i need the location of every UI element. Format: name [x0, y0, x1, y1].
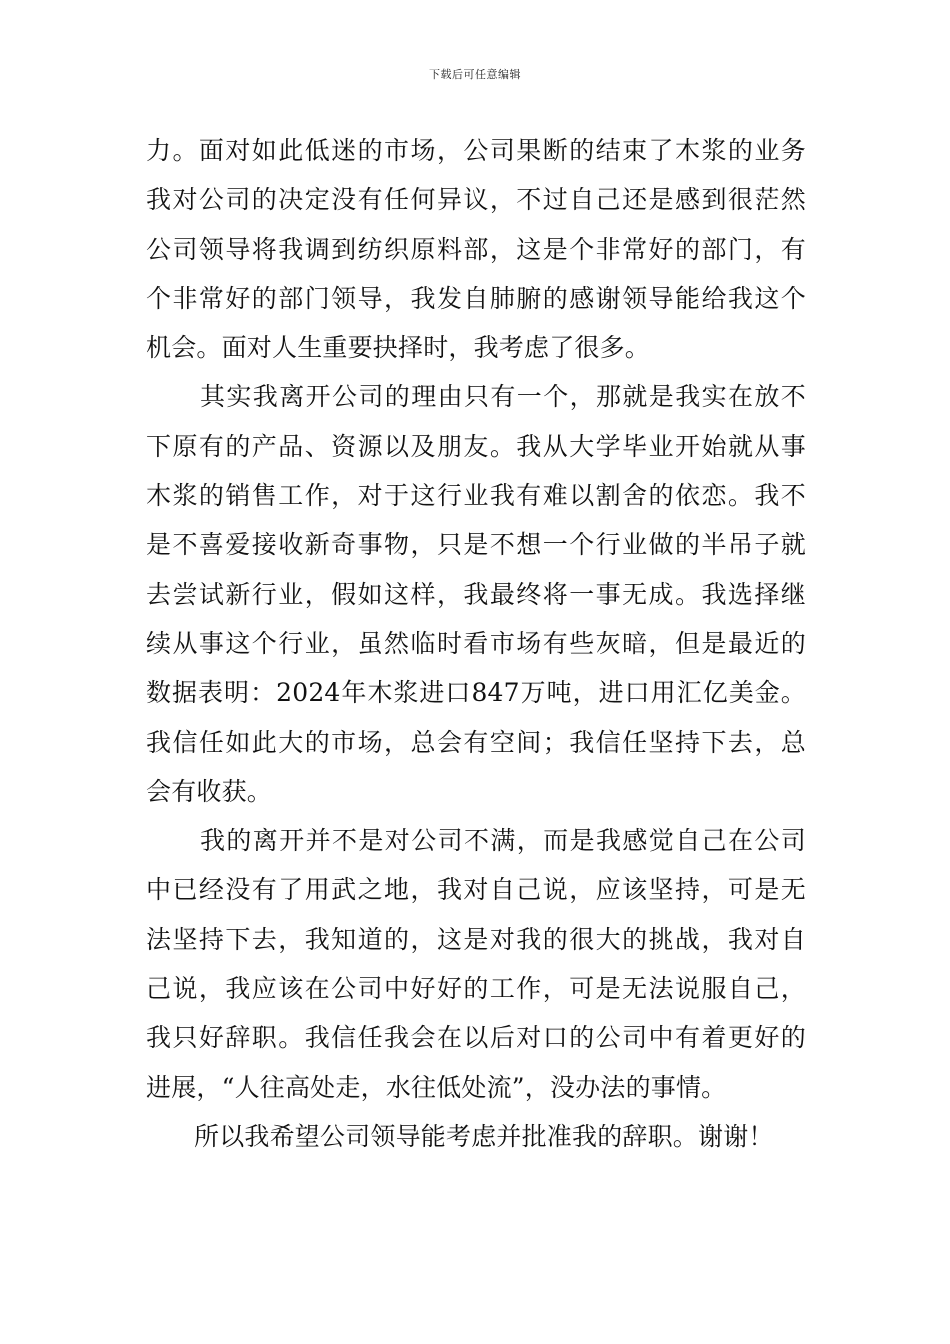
letter-body — [146, 126, 806, 1161]
page-header-note: 下载后可任意编辑 — [429, 68, 521, 81]
paragraph-2-line-8: 我信任如此大的市场，总会有空间；我信任坚持下去，总 — [146, 727, 806, 757]
paragraph-2-line-6: 续从事这个行业，虽然临时看市场有些灰暗，但是最近的 — [146, 628, 806, 658]
paragraph-2-line-1: 其实我离开公司的理由只有一个，那就是我实在放不 — [200, 382, 806, 412]
paragraph-1-line-2: 我对公司的决定没有任何异议，不过自己还是感到很茫然 — [146, 185, 806, 215]
paragraph-3-line-4: 己说，我应该在公司中好好的工作，可是无法说服自己， — [146, 974, 806, 1004]
paragraph-1-line-1: 力。面对如此低迷的市场，公司果断的结束了木浆的业务 — [146, 136, 806, 165]
paragraph-2-line-9: 会有收获。 — [146, 776, 273, 806]
paragraph-3-line-5: 我只好辞职。我信任我会在以后对口的公司中有着更好的 — [146, 1023, 806, 1053]
paragraph-3-line-3: 法坚持下去，我知道的，这是对我的很大的挑战，我对自 — [146, 924, 806, 954]
paragraph-2-line-5: 去尝试新行业，假如这样，我最终将一事无成。我选择继 — [146, 579, 806, 609]
paragraph-3-line-6: 进展，“人往高处走，水往低处流”，没办法的事情。 — [146, 1072, 727, 1102]
closing-line: 所以我希望公司领导能考虑并批准我的辞职。谢谢！ — [194, 1121, 774, 1151]
paragraph-1-line-3: 公司领导将我调到纺织原料部，这是个非常好的部门，有 — [146, 234, 806, 264]
paragraph-3-line-2: 中已经没有了用武之地，我对自己说，应该坚持，可是无 — [146, 875, 806, 905]
paragraph-2-line-4: 是不喜爱接收新奇事物，只是不想一个行业做的半吊子就 — [146, 530, 806, 560]
paragraph-3-line-1: 我的离开并不是对公司不满，而是我感觉自己在公司 — [200, 826, 806, 856]
paragraph-2-line-7: 数据表明：2024年木浆进口847万吨，进口用汇亿美金。 — [146, 678, 806, 708]
paragraph-2-line-2: 下原有的产品、资源以及朋友。我从大学毕业开始就从事 — [146, 431, 806, 461]
paragraph-1-line-5: 机会。面对人生重要抉择时，我考虑了很多。 — [146, 333, 651, 363]
paragraph-2-line-3: 木浆的销售工作，对于这行业我有难以割舍的依恋。我不 — [146, 481, 806, 511]
paragraph-1-line-4: 个非常好的部门领导，我发自肺腑的感谢领导能给我这个 — [146, 283, 806, 313]
